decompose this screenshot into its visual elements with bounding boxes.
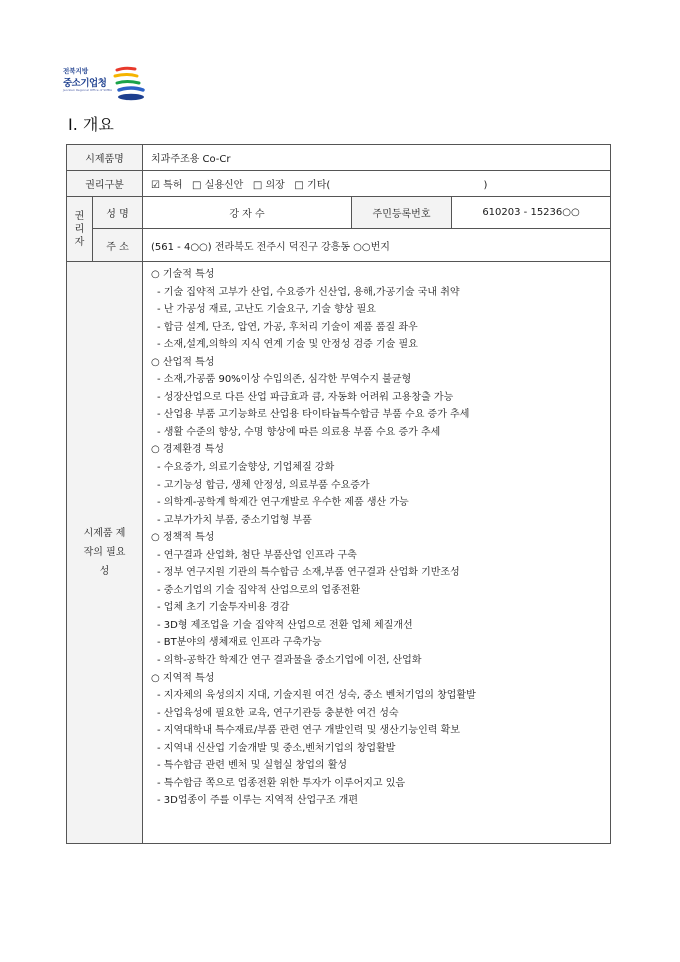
- list-item: - 중소기업의 기술 집약적 산업으로의 업종전환: [157, 584, 361, 596]
- section-title: ○ 정책적 특성: [151, 532, 215, 544]
- list-item: - 연구결과 산업화, 첨단 부품산업 인프라 구축: [157, 549, 357, 561]
- checkbox-other[interactable]: □ 기타(: [294, 180, 331, 191]
- section-heading: Ⅰ. 개요: [68, 115, 114, 134]
- section-title: ○ 지역적 특성: [151, 672, 215, 684]
- list-item: - 성장산업으로 다른 산업 파급효과 큼, 자동화 어려워 고용창출 가능: [157, 391, 454, 403]
- address-value: (561 - 4○○) 전라북도 전주시 덕진구 강흥동 ○○번지: [143, 229, 611, 262]
- list-item: - 지역대학내 특수재료/부품 관련 연구 개발인력 및 생산기능인력 확보: [157, 725, 460, 737]
- rights-type-options: [143, 171, 611, 197]
- list-item: - 지자체의 육성의지 지대, 기술지원 여건 성숙, 중소 벤처기업의 창업활발: [157, 690, 476, 702]
- list-item: - 의학-공학간 학제간 연구 결과물을 중소기업에 이전, 산업화: [157, 655, 422, 667]
- logo-text-agency: 중소기업청: [63, 78, 107, 89]
- id-number-label: 주민등록번호: [352, 197, 452, 229]
- name-label: 성 명: [93, 197, 143, 229]
- row-holder-name: [67, 197, 611, 229]
- list-item: - 생활 수준의 향상, 수명 향상에 따른 의료용 부품 수요 증가 추세: [157, 426, 441, 438]
- checkbox-utility-model[interactable]: □ 실용신안: [192, 180, 244, 191]
- list-item: - BT분야의 생체재료 인프라 구축가능: [157, 637, 322, 649]
- list-item: - 정부 연구지원 기관의 특수합금 소재,부품 연구결과 산업화 기반조성: [157, 567, 460, 579]
- list-item: - 특수합금 쪽으로 업종전환 위한 투자가 이루어지고 있음: [157, 777, 406, 789]
- holder-label: 권리자: [67, 197, 93, 262]
- list-item: - 산업용 부품 고기능화로 산업용 타이타늄특수합금 부품 수요 증가 추세: [157, 409, 470, 421]
- name-value: 강 자 수: [143, 197, 352, 229]
- address-label: 주 소: [93, 229, 143, 262]
- checkbox-design[interactable]: □ 의장: [252, 180, 285, 191]
- list-item: - 업체 초기 기술투자비용 경감: [157, 602, 290, 614]
- section-title: ○ 경제환경 특성: [151, 444, 225, 456]
- logo-mark-icon: [113, 66, 149, 102]
- necessity-label: 시제품 제작의 필요성: [67, 262, 143, 844]
- product-name-label: 시제품명: [67, 145, 143, 171]
- list-item: - 산업육성에 필요한 교육, 연구기관등 충분한 여건 성숙: [157, 707, 399, 719]
- list-item: - 소재,가공품 90%이상 수입의존, 심각한 무역수지 불균형: [157, 374, 412, 386]
- section-title: ○ 산업적 특성: [151, 356, 215, 368]
- list-item: - 3D업종이 주를 이루는 지역적 산업구조 개편: [157, 795, 358, 807]
- logo-text-region: 전북지방: [63, 67, 89, 75]
- rights-type-label: 권리구분: [67, 171, 143, 197]
- list-item: - 고부가가치 부품, 중소기업형 부품: [157, 514, 312, 526]
- checkbox-patent[interactable]: ☑ 특허: [151, 180, 183, 191]
- section-title: ○ 기술적 특성: [151, 269, 215, 280]
- row-product-name: [67, 145, 611, 171]
- row-address: [67, 229, 611, 262]
- list-item: - 기술 집약적 고부가 산업, 수요증가 신산업, 용해,가공기술 국내 취약: [157, 286, 460, 298]
- organization-logo: [63, 66, 153, 106]
- id-number-value: 610203 - 15236○○: [452, 197, 611, 229]
- list-item: - 합금 설계, 단조, 압연, 가공, 후처리 기술이 제품 품질 좌우: [157, 321, 418, 333]
- list-item: - 3D형 제조업을 기술 집약적 산업으로 전환 업체 체질개선: [157, 619, 413, 631]
- other-close-paren: ): [483, 180, 488, 191]
- application-form-table: [66, 144, 611, 844]
- list-item: - 소재,설계,의학의 지식 연계 기술 및 안정성 검증 기술 필요: [157, 339, 418, 351]
- row-necessity: [67, 262, 611, 844]
- product-name-value: 치과주조용 Co-Cr: [143, 145, 611, 171]
- list-item: - 난 가공성 재료, 고난도 기술요구, 기술 향상 필요: [157, 304, 376, 316]
- necessity-content: [143, 262, 611, 844]
- list-item: - 의학계-공학계 학제간 연구개발로 우수한 제품 생산 가능: [157, 497, 409, 509]
- list-item: - 고기능성 합금, 생체 안정성, 의료부품 수요증가: [157, 479, 370, 491]
- row-rights-type: [67, 171, 611, 197]
- logo-text-english: Jeonbuk Regional Office of SMBA: [63, 88, 113, 92]
- list-item: - 특수합금 관련 벤처 및 실험실 창업의 활성: [157, 760, 348, 772]
- list-item: - 수요증가, 의료기술향상, 기업체질 강화: [157, 462, 335, 474]
- list-item: - 지역내 신산업 기술개발 및 중소,벤처기업의 창업활발: [157, 742, 396, 754]
